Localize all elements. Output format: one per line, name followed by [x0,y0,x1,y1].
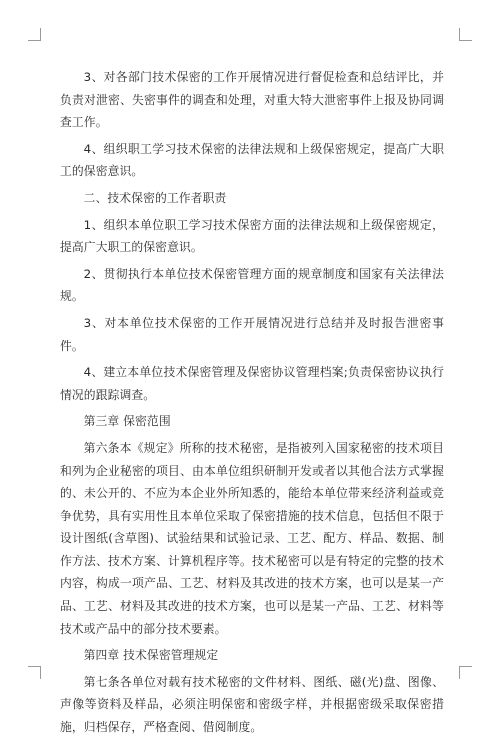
chapter-heading: 第四章 技术保密管理规定 [83,648,219,663]
crop-mark-top-right [459,28,472,41]
paragraph: 4、建立本单位技术保密管理及保密协议管理档案;负责保密协议执行情况的跟踪调查。 [60,365,444,402]
paragraph: 第六条本《规定》所称的技术秘密，是指被列入国家秘密的技术项目和列为企业秘密的项目、由本单位组织研制开发或者以其他合法方式掌握的、未公开的、不应为本企业外所知悉的，能给本单位带来经济利益或竞争优势，具有实用性且本单位采取了保密措施的技术信息，包括但不限于设计图纸(含草图)、试验结果和试验记录、工艺、配方、样品、数据、制作方法、技术方案、计算机程序等。技术秘密可以是有特定的完整的技术内容，构成一项产品、工艺、材料及其改进的技术方案，也可以是某一产品、工艺、材料及其改进的技术方案，也可以是某一产品、工艺、材料等技术或产品中的部分技术要素。 [60,440,444,636]
paragraph: 3、对本单位技术保密的工作开展情况进行总结并及时报告泄密事件。 [60,315,444,353]
paragraph: 4、组织职工学习技术保密的法律法规和上级保密规定，提高广大职工的保密意识。 [60,141,444,179]
paragraph: 1、组织本单位职工学习技术保密方面的法律法规和上级保密规定，提高广大职工的保密意识。 [60,217,444,255]
section-heading: 二、技术保密的工作者职责 [83,190,227,205]
crop-mark-bottom-left [28,666,41,679]
paragraph: 3、对各部门技术保密的工作开展情况进行督促检查和总结评比，并负责对泄密、失密事件的调查和处理，对重大特大泄密事件上报及协同调查工作。 [60,70,444,130]
paragraph: 第七条各单位对载有技术秘密的文件材料、图纸、磁(光)盘、图像、声像等资料及样品，必须注明保密和密级字样，并根据密级采取保密措施，归档保存，严格查阅、借阅制度。 [60,674,444,735]
paragraph: 2、贯彻执行本单位技术保密管理方面的规章制度和国家有关法律法规。 [60,266,444,304]
chapter-heading: 第三章 保密范围 [83,414,171,429]
crop-mark-top-left [28,28,41,41]
crop-mark-bottom-right [459,666,472,679]
document-body [60,66,444,743]
